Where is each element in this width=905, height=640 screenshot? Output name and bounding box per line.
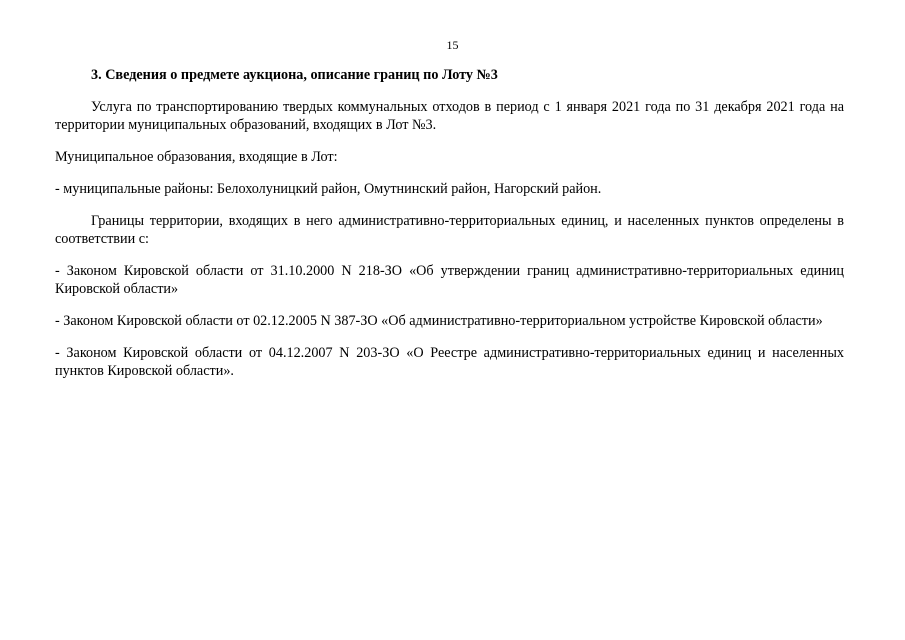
section-heading: 3. Сведения о предмете аукциона, описание границ по Лоту №3: [91, 67, 498, 83]
paragraph-law-387: - Законом Кировской области от 02.12.2005 N 387-ЗО «Об административно-территориальном устройстве Кировской области»: [55, 313, 823, 329]
paragraph-law-203: - Законом Кировской области от 04.12.2007 N 203-ЗО «О Реестре административно-территориальных единиц и населенных пунктов Кировской области».: [55, 345, 844, 379]
paragraph-territory-borders: Границы территории, входящих в него административно-территориальных единиц, и населенных пунктов определены в соответствии с:: [55, 213, 844, 247]
paragraph-municipal-districts: - муниципальные районы: Белохолуницкий район, Омутнинский район, Нагорский район.: [55, 181, 602, 197]
page-number: 15: [446, 38, 459, 52]
paragraph-municipal-entities-intro: Муниципальное образования, входящие в Лот:: [55, 149, 338, 165]
paragraph-law-218: - Законом Кировской области от 31.10.2000 N 218-ЗО «Об утверждении границ административно-территориальных единиц Кировской области»: [55, 263, 844, 297]
paragraph-service-description: Услуга по транспортированию твердых коммунальных отходов в период с 1 января 2021 года по 31 декабря 2021 года на территории муниципальных образований, входящих в Лот №3.: [55, 99, 844, 133]
document-body: [55, 66, 844, 380]
